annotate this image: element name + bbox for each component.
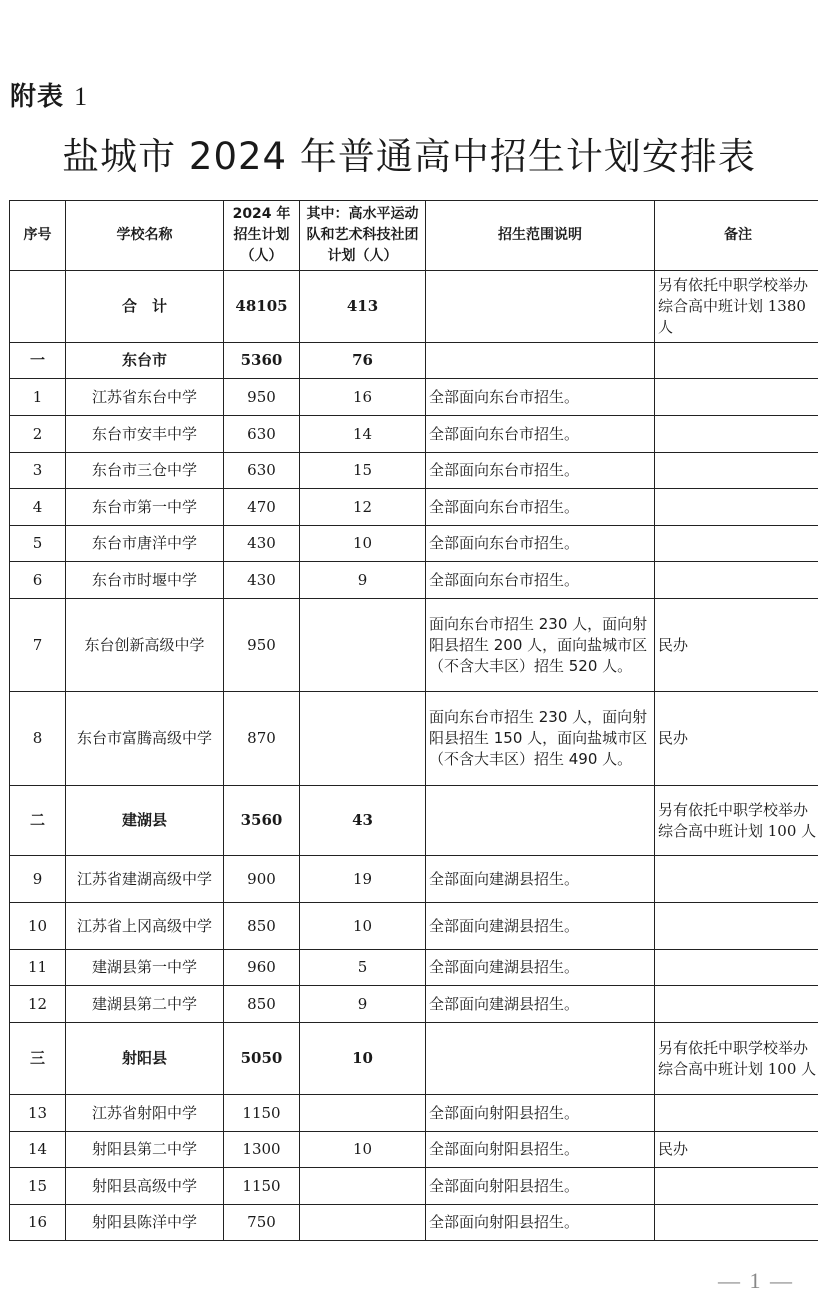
cell-special: 15 <box>300 453 426 489</box>
cell-plan: 5050 <box>224 1023 300 1095</box>
cell-scope: 全部面向东台市招生。 <box>426 379 655 416</box>
attachment-label <box>10 76 88 113</box>
cell-index: 8 <box>10 692 66 786</box>
cell-index: 6 <box>10 562 66 599</box>
cell-scope <box>426 271 655 343</box>
table-row <box>10 856 818 903</box>
total-row <box>10 271 818 343</box>
cell-scope: 全部面向建湖县招生。 <box>426 950 655 986</box>
cell-special: 10 <box>300 1132 426 1168</box>
cell-name: 江苏省建湖高级中学 <box>66 856 224 903</box>
page-number: — 1 — <box>718 1268 794 1293</box>
cell-scope: 全部面向东台市招生。 <box>426 489 655 526</box>
cell-name: 江苏省上冈高级中学 <box>66 903 224 950</box>
cell-name: 建湖县 <box>66 786 224 856</box>
cell-note <box>655 950 818 986</box>
cell-name: 东台市唐洋中学 <box>66 526 224 562</box>
table-row <box>10 416 818 453</box>
cell-scope: 全部面向射阳县招生。 <box>426 1168 655 1205</box>
cell-plan: 430 <box>224 526 300 562</box>
cell-index: 10 <box>10 903 66 950</box>
cell-scope: 面向东台市招生 230 人，面向射阳县招生 200 人，面向盐城市区（不含大丰区）招生 520 人。 <box>426 599 655 692</box>
header-scope: 招生范围说明 <box>426 201 655 271</box>
cell-scope: 全部面向东台市招生。 <box>426 526 655 562</box>
cell-special: 9 <box>300 562 426 599</box>
attachment-label-text: 附表 <box>10 82 65 112</box>
cell-note <box>655 453 818 489</box>
cell-scope: 全部面向建湖县招生。 <box>426 903 655 950</box>
cell-index: 12 <box>10 986 66 1023</box>
table-row <box>10 1132 818 1168</box>
cell-plan: 5360 <box>224 343 300 379</box>
header-note: 备注 <box>655 201 818 271</box>
table-row <box>10 526 818 562</box>
cell-index: 3 <box>10 453 66 489</box>
cell-special: 14 <box>300 416 426 453</box>
cell-name: 东台市第一中学 <box>66 489 224 526</box>
cell-scope: 全部面向射阳县招生。 <box>426 1095 655 1132</box>
cell-note: 另有依托中职学校举办综合高中班计划 100 人 <box>655 786 818 856</box>
cell-special: 16 <box>300 379 426 416</box>
cell-scope: 全部面向射阳县招生。 <box>426 1205 655 1241</box>
cell-name: 射阳县 <box>66 1023 224 1095</box>
cell-index: 一 <box>10 343 66 379</box>
header-school: 学校名称 <box>66 201 224 271</box>
table-row <box>10 599 818 692</box>
cell-special: 5 <box>300 950 426 986</box>
cell-plan: 630 <box>224 453 300 489</box>
cell-special: 10 <box>300 903 426 950</box>
table-row <box>10 1095 818 1132</box>
cell-note <box>655 343 818 379</box>
table-row <box>10 986 818 1023</box>
cell-note <box>655 379 818 416</box>
cell-name: 射阳县高级中学 <box>66 1168 224 1205</box>
cell-special: 76 <box>300 343 426 379</box>
cell-special: 19 <box>300 856 426 903</box>
cell-name: 射阳县第二中学 <box>66 1132 224 1168</box>
table-row <box>10 692 818 786</box>
group-row <box>10 343 818 379</box>
page-title: 盐城市 2024 年普通高中招生计划安排表 <box>62 135 756 178</box>
cell-special <box>300 692 426 786</box>
cell-plan: 48105 <box>224 271 300 343</box>
cell-plan: 3560 <box>224 786 300 856</box>
cell-scope: 全部面向东台市招生。 <box>426 562 655 599</box>
table-row <box>10 489 818 526</box>
cell-scope <box>426 343 655 379</box>
cell-special <box>300 1095 426 1132</box>
cell-index: 13 <box>10 1095 66 1132</box>
cell-plan: 870 <box>224 692 300 786</box>
cell-name: 建湖县第二中学 <box>66 986 224 1023</box>
cell-note <box>655 489 818 526</box>
cell-name: 射阳县陈洋中学 <box>66 1205 224 1241</box>
cell-plan: 1150 <box>224 1168 300 1205</box>
table-row <box>10 562 818 599</box>
cell-plan: 1150 <box>224 1095 300 1132</box>
cell-index: 1 <box>10 379 66 416</box>
cell-plan: 630 <box>224 416 300 453</box>
cell-note <box>655 1095 818 1132</box>
table-header-row <box>10 201 818 271</box>
cell-name: 建湖县第一中学 <box>66 950 224 986</box>
cell-scope <box>426 1023 655 1095</box>
cell-name: 江苏省东台中学 <box>66 379 224 416</box>
cell-plan: 850 <box>224 986 300 1023</box>
cell-note <box>655 526 818 562</box>
cell-note <box>655 416 818 453</box>
cell-name: 江苏省射阳中学 <box>66 1095 224 1132</box>
group-row <box>10 786 818 856</box>
cell-special <box>300 1205 426 1241</box>
cell-plan: 950 <box>224 599 300 692</box>
cell-scope: 全部面向东台市招生。 <box>426 453 655 489</box>
table-row <box>10 379 818 416</box>
cell-index: 5 <box>10 526 66 562</box>
cell-scope <box>426 786 655 856</box>
cell-name: 东台市富腾高级中学 <box>66 692 224 786</box>
cell-special <box>300 599 426 692</box>
cell-index: 15 <box>10 1168 66 1205</box>
cell-note: 民办 <box>655 599 818 692</box>
cell-plan: 950 <box>224 379 300 416</box>
cell-index: 16 <box>10 1205 66 1241</box>
cell-note <box>655 562 818 599</box>
cell-name: 东台市时堰中学 <box>66 562 224 599</box>
cell-special: 10 <box>300 1023 426 1095</box>
cell-scope: 面向东台市招生 230 人，面向射阳县招生 150 人，面向盐城市区（不含大丰区）招生 490 人。 <box>426 692 655 786</box>
cell-note <box>655 1205 818 1241</box>
cell-plan: 900 <box>224 856 300 903</box>
cell-plan: 960 <box>224 950 300 986</box>
cell-index: 二 <box>10 786 66 856</box>
cell-index <box>10 271 66 343</box>
table-row <box>10 1205 818 1241</box>
cell-special: 43 <box>300 786 426 856</box>
cell-name: 东台市安丰中学 <box>66 416 224 453</box>
cell-note <box>655 903 818 950</box>
cell-scope: 全部面向东台市招生。 <box>426 416 655 453</box>
cell-index: 9 <box>10 856 66 903</box>
table-body <box>10 271 818 1241</box>
table-row <box>10 950 818 986</box>
cell-index: 2 <box>10 416 66 453</box>
header-index: 序号 <box>10 201 66 271</box>
cell-note: 另有依托中职学校举办综合高中班计划 100 人 <box>655 1023 818 1095</box>
header-special: 其中：高水平运动队和艺术科技社团计划（人） <box>300 201 426 271</box>
cell-special: 10 <box>300 526 426 562</box>
cell-name: 东台市三仓中学 <box>66 453 224 489</box>
table-row <box>10 453 818 489</box>
cell-index: 11 <box>10 950 66 986</box>
cell-name: 东台创新高级中学 <box>66 599 224 692</box>
table-row <box>10 1168 818 1205</box>
cell-special <box>300 1168 426 1205</box>
cell-plan: 1300 <box>224 1132 300 1168</box>
cell-name: 合 计 <box>66 271 224 343</box>
cell-plan: 750 <box>224 1205 300 1241</box>
cell-note: 民办 <box>655 1132 818 1168</box>
cell-index: 14 <box>10 1132 66 1168</box>
cell-plan: 850 <box>224 903 300 950</box>
cell-index: 4 <box>10 489 66 526</box>
cell-name: 东台市 <box>66 343 224 379</box>
cell-note <box>655 986 818 1023</box>
header-plan: 2024 年招生计划（人） <box>224 201 300 271</box>
cell-scope: 全部面向建湖县招生。 <box>426 986 655 1023</box>
cell-special: 12 <box>300 489 426 526</box>
cell-special: 9 <box>300 986 426 1023</box>
cell-index: 7 <box>10 599 66 692</box>
cell-scope: 全部面向建湖县招生。 <box>426 856 655 903</box>
cell-index: 三 <box>10 1023 66 1095</box>
enrollment-plan-table <box>9 200 818 1241</box>
cell-plan: 430 <box>224 562 300 599</box>
cell-scope: 全部面向射阳县招生。 <box>426 1132 655 1168</box>
group-row <box>10 1023 818 1095</box>
cell-note <box>655 1168 818 1205</box>
cell-special: 413 <box>300 271 426 343</box>
cell-note <box>655 856 818 903</box>
cell-note: 民办 <box>655 692 818 786</box>
cell-plan: 470 <box>224 489 300 526</box>
cell-note: 另有依托中职学校举办综合高中班计划 1380 人 <box>655 271 818 343</box>
attachment-number: 1 <box>74 82 89 111</box>
table-row <box>10 903 818 950</box>
